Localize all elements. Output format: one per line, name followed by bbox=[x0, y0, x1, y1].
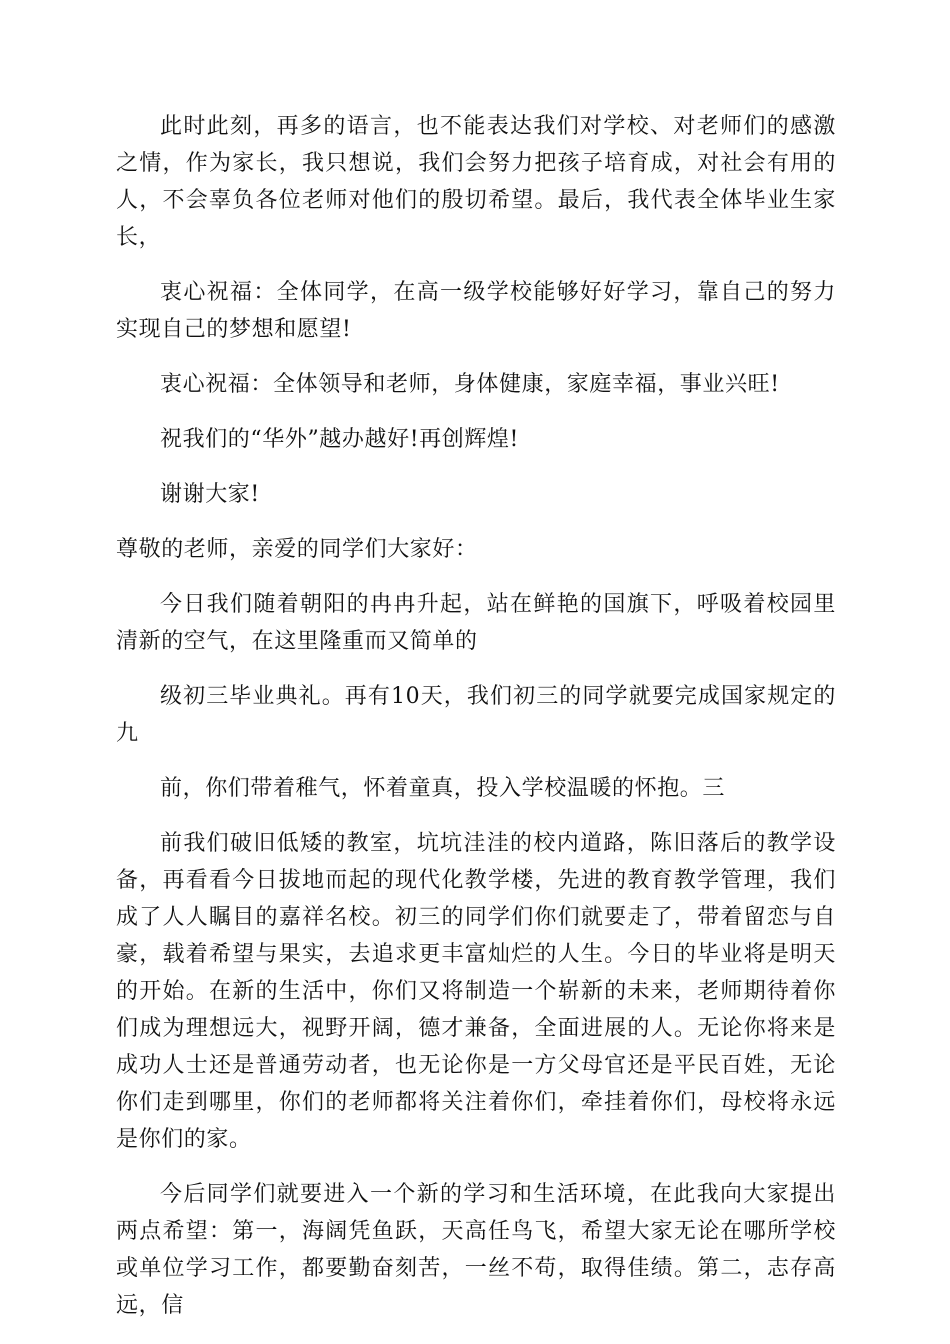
paragraph-wish-students: 衷心祝福：全体同学，在高一级学校能够好好学习，靠自己的努力实现自己的梦想和愿望! bbox=[116, 280, 836, 342]
paragraph-campus-change: 前我们破旧低矮的教室，坑坑洼洼的校内道路，陈旧落后的教学设备，再看看今日拔地而起的现代化教学楼，先进的教育教学管理，我们成了人人瞩目的嘉祥名校。初三的同学们你们就要走了，带着留恋与自豪，载着希望与果实，去追求更丰富灿烂的人生。今日的毕业将是明天的开始。在新的生活中，你们又将制造一个崭新的未来，老师期待着你们成为理想远大，视野开阔，德才兼备，全面进展的人。无论你将来是成功人士还是普通劳动者，也无论你是一方父母官还是平民百姓，无论你们走到哪里，你们的老师都将关注着你们，牵挂着你们，母校将永远是你们的家。 bbox=[116, 831, 836, 1152]
paragraph-salutation: 尊敬的老师，亲爱的同学们大家好： bbox=[116, 537, 478, 562]
document-body bbox=[116, 108, 836, 1324]
paragraph-wish-school: 祝我们的“华外”越办越好!再创辉煌! bbox=[160, 427, 519, 452]
paragraph-gratitude: 此时此刻，再多的语言，也不能表达我们对学校、对老师们的感激之情，作为家长，我只想说，我们会努力把孩子培育成，对社会有用的人，不会辜负各位老师对他们的殷切希望。最后，我代表全体毕业生家长， bbox=[116, 114, 836, 250]
paragraph-hopes: 今后同学们就要进入一个新的学习和生活环境，在此我向大家提出两点希望：第一，海阔凭鱼跃，天高任鸟飞，希望大家无论在哪所学校或单位学习工作，都要勤奋刻苦，一丝不苟，取得佳绩。第二，志存高远，信 bbox=[116, 1182, 836, 1318]
paragraph-opening: 今日我们随着朝阳的冉冉升起，站在鲜艳的国旗下，呼吸着校园里清新的空气，在这里隆重而又简单的 bbox=[116, 592, 836, 654]
paragraph-memory: 前，你们带着稚气，怀着童真，投入学校温暖的怀抱。三 bbox=[160, 776, 726, 801]
paragraph-thanks: 谢谢大家! bbox=[160, 482, 260, 507]
paragraph-wish-teachers: 衷心祝福：全体领导和老师，身体健康，家庭幸福，事业兴旺! bbox=[160, 372, 780, 397]
paragraph-ceremony: 级初三毕业典礼。再有10天，我们初三的同学就要完成国家规定的九 bbox=[116, 684, 836, 746]
